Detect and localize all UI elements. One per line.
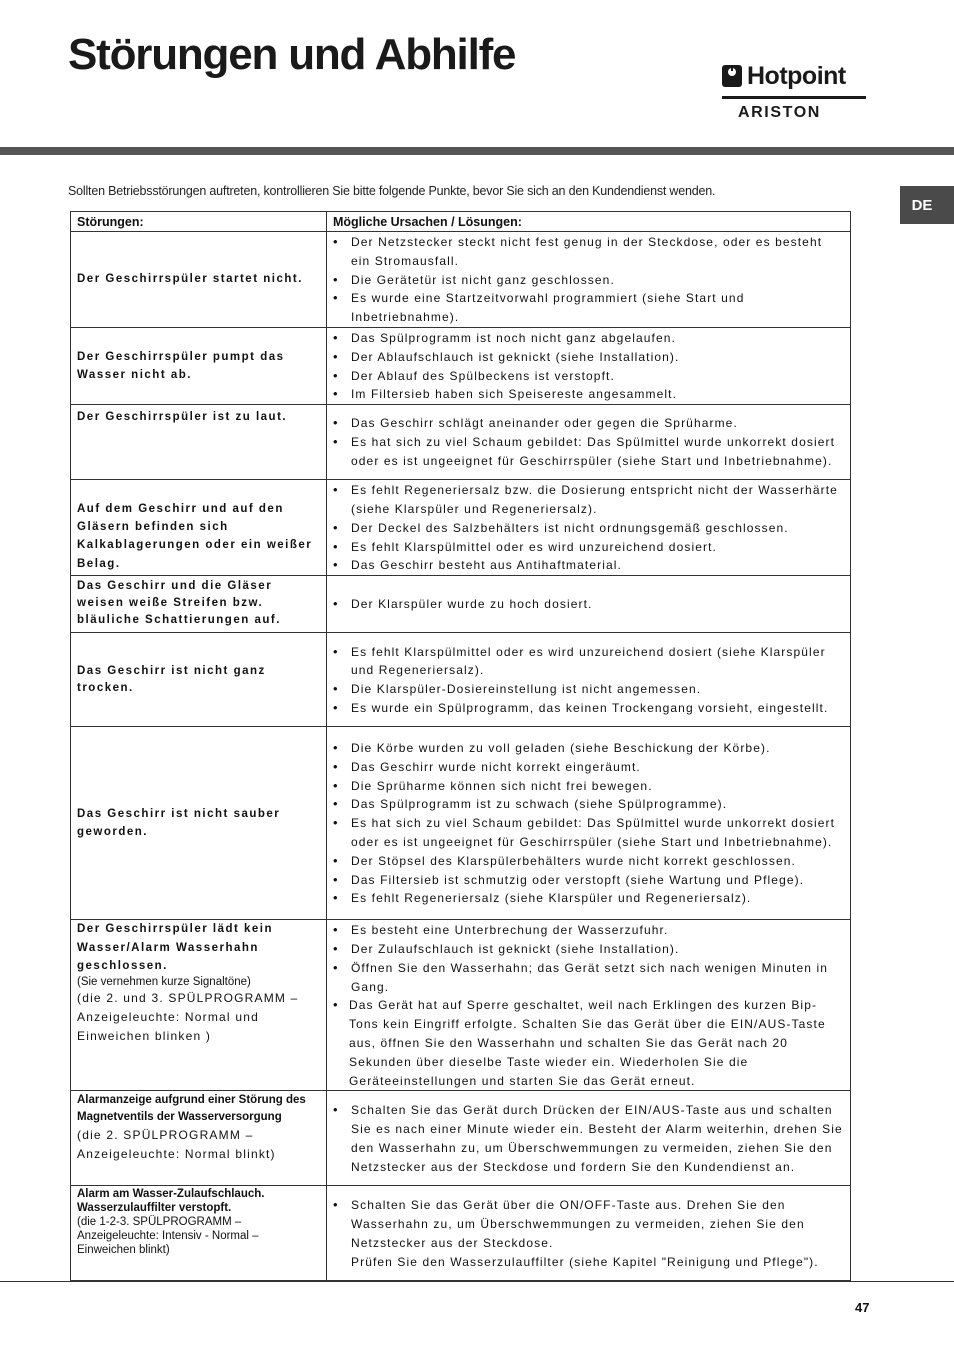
problem-cell: [71, 1186, 327, 1281]
cause-item: • Das Geschirr schlägt aneinander oder gegen die Sprüharme.: [331, 414, 844, 433]
cause-extra: Prüfen Sie den Wasserzulauffilter (siehe Kapitel "Reinigung und Pflege").: [351, 1254, 819, 1269]
cause-item: • Der Netzstecker steckt nicht fest genug in der Steckdose, oder es besteht ein Stromausfall.: [331, 233, 844, 271]
cause-item: • Es wurde ein Spülprogramm, das keinen Trockengang vorsieht, eingestellt.: [331, 699, 844, 718]
column-header-causes: Mögliche Ursachen / Lösungen:: [327, 212, 851, 232]
cause-item: • Der Klarspüler wurde zu hoch dosiert.: [331, 595, 844, 614]
table-row: [71, 633, 851, 727]
cause-item: • Das Spülprogramm ist zu schwach (siehe Spülprogramme).: [331, 795, 844, 814]
problem-cell: Das Geschirr und die Gläser weisen weiße Streifen bzw. bläuliche Schattierungen auf.: [71, 576, 327, 633]
header-bar: [0, 147, 954, 155]
cause-item: • Im Filtersieb haben sich Speisereste angesammelt.: [331, 385, 844, 404]
logo-divider: [722, 96, 866, 99]
brand-subname: ARISTON: [738, 104, 821, 121]
cause-item: • Schalten Sie das Gerät über die ON/OFF-Taste aus. Drehen Sie den Wasserhahn zu, um Überschwemmungen zu vermeiden, ziehen Sie den Netzstecker aus der Steckdose.: [331, 1196, 844, 1252]
cause-item: • Es hat sich zu viel Schaum gebildet: Das Spülmittel wurde unkorrekt dosiert oder es ist ungeeignet für Geschirrspüler (siehe Start und Inbetriebnahme).: [331, 433, 844, 471]
cause-item: • Es besteht eine Unterbrechung der Wasserzufuhr.: [331, 921, 844, 940]
brand-name: Hotpoint: [747, 62, 846, 90]
problem-note: (Sie vernehmen kurze Signaltöne): [77, 976, 251, 989]
cause-item: • Es fehlt Regeneriersalz bzw. die Dosierung entspricht nicht der Wasserhärte (siehe Klarspüler und Regeneriersalz).: [331, 481, 844, 519]
cause-item: • Das Gerät hat auf Sperre geschaltet, weil nach Erklingen des kurzen Bip-Tons kein Eingriff erfolgte. Schalten Sie das Gerät über die EIN/AUS-Taste aus, öffnen Sie den Wasserhahn und schalten Sie das Gerät nach 20 Sekunden über dieselbe Taste wieder ein. Wiederholen Sie die Geräteeinstellungen und starten Sie das Gerät erneut.: [331, 996, 844, 1090]
cause-item: • Die Sprüharme können sich nicht frei bewegen.: [331, 777, 844, 796]
cause-item: • Schalten Sie das Gerät durch Drücken der EIN/AUS-Taste aus und schalten Sie es nach einer Minute wieder ein. Besteht der Alarm weiterhin, drehen Sie den Wasserhahn zu, um Überschwemmungen zu vermeiden, ziehen Sie den Netzstecker aus der Steckdose und fordern Sie den Kundendienst an.: [331, 1101, 844, 1176]
problem-cell: Der Geschirrspüler pumpt das Wasser nicht ab.: [71, 327, 327, 404]
cause-item: • Das Geschirr wurde nicht korrekt eingeräumt.: [331, 758, 844, 777]
cause-item: • Das Spülprogramm ist noch nicht ganz abgelaufen.: [331, 329, 844, 348]
causes-cell: [327, 633, 851, 727]
intro-text: Sollten Betriebsstörungen auftreten, kontrollieren Sie bitte folgende Punkte, bevor Sie sich an den Kundendienst wenden.: [68, 184, 716, 198]
table-row: [71, 727, 851, 920]
cause-item: • Der Ablaufschlauch ist geknickt (siehe Installation).: [331, 348, 844, 367]
footer-divider: [0, 1281, 954, 1282]
causes-cell: [327, 1091, 851, 1186]
hotpoint-power-icon: [722, 65, 742, 87]
cause-item: • Der Ablauf des Spülbeckens ist verstopft.: [331, 367, 844, 386]
cause-item: • Die Gerätetür ist nicht ganz geschlossen.: [331, 271, 844, 290]
causes-cell: [327, 405, 851, 480]
table-row: [71, 1186, 851, 1281]
cause-item: • Es hat sich zu viel Schaum gebildet: Das Spülmittel wurde unkorrekt dosiert oder es ist ungeeignet für Geschirrspüler (siehe Start und Inbetriebnahme).: [331, 814, 844, 852]
cause-item: • Das Geschirr besteht aus Antihaftmaterial.: [331, 556, 844, 575]
causes-cell: [327, 1186, 851, 1281]
problem-cell: [71, 920, 327, 1091]
causes-cell: [327, 232, 851, 328]
cause-item: • Es fehlt Klarspülmittel oder es wird unzureichend dosiert (siehe Klarspüler und Regeneriersalz).: [331, 643, 844, 681]
indicator-note: (die 2. SPÜLPROGRAMM – Anzeigeleuchte: Normal blinkt): [77, 1128, 276, 1162]
table-row: [71, 576, 851, 633]
table-header-row: [71, 212, 851, 232]
causes-cell: [327, 920, 851, 1091]
table-row: [71, 405, 851, 480]
language-tab: DE: [900, 186, 954, 224]
page-number: 47: [855, 1300, 870, 1315]
cause-item: • Das Filtersieb ist schmutzig oder verstopft (siehe Wartung und Pflege).: [331, 871, 844, 890]
troubleshooting-table: [70, 211, 850, 1273]
table-row: [71, 920, 851, 1091]
table-row: [71, 1091, 851, 1186]
problem-cell: Das Geschirr ist nicht sauber geworden.: [71, 727, 327, 920]
cause-item: • Es fehlt Regeneriersalz (siehe Klarspüler und Regeneriersalz).: [331, 889, 844, 908]
problem-text: Der Geschirrspüler lädt kein Wasser/Alarm Wasserhahn geschlossen.: [77, 923, 274, 972]
cause-item: • Der Deckel des Salzbehälters ist nicht ordnungsgemäß geschlossen.: [331, 519, 844, 538]
problem-cell: [71, 405, 327, 480]
causes-cell: [327, 576, 851, 633]
problem-cell: Das Geschirr ist nicht ganz trocken.: [71, 633, 327, 727]
cause-item: • Die Körbe wurden zu voll geladen (siehe Beschickung der Körbe).: [331, 739, 844, 758]
page-title: Störungen und Abhilfe: [68, 30, 516, 79]
table-row: [71, 480, 851, 576]
brand-logo: [722, 62, 868, 124]
indicator-note: (die 1-2-3. SPÜLPROGRAMM – Anzeigeleuchte: Intensiv - Normal – Einweichen blinkt): [77, 1216, 259, 1257]
problem-cell: [71, 1091, 327, 1186]
problem-text: Alarm am Wasser-Zulaufschlauch. Wasserzulauffilter verstopft.: [77, 1188, 265, 1215]
cause-item: • Der Stöpsel des Klarspülerbehälters wurde nicht korrekt geschlossen.: [331, 852, 844, 871]
cause-item: • Öffnen Sie den Wasserhahn; das Gerät setzt sich nach wenigen Minuten in Gang.: [331, 959, 844, 997]
indicator-note: (die 2. und 3. SPÜLPROGRAMM – Anzeigeleuchte: Normal und Einweichen blinken ): [77, 991, 299, 1044]
cause-item: • Die Klarspüler-Dosiereinstellung ist nicht angemessen.: [331, 680, 844, 699]
table-row: [71, 232, 851, 328]
column-header-problems: Störungen:: [71, 212, 327, 232]
causes-cell: [327, 480, 851, 576]
cause-item: • Es wurde eine Startzeitvorwahl programmiert (siehe Start und Inbetriebnahme).: [331, 289, 844, 327]
problem-cell: Auf dem Geschirr und auf den Gläsern befinden sich Kalkablagerungen oder ein weißer Belag.: [71, 480, 327, 576]
cause-item: • Es fehlt Klarspülmittel oder es wird unzureichend dosiert.: [331, 538, 844, 557]
causes-cell: [327, 327, 851, 404]
causes-cell: [327, 727, 851, 920]
problem-text: Der Geschirrspüler ist zu laut.: [77, 411, 288, 424]
problem-cell: Der Geschirrspüler startet nicht.: [71, 232, 327, 328]
cause-item: • Der Zulaufschlauch ist geknickt (siehe Installation).: [331, 940, 844, 959]
table-row: [71, 327, 851, 404]
problem-text: Alarmanzeige aufgrund einer Störung des Magnetventils der Wasserversorgung: [77, 1094, 306, 1124]
